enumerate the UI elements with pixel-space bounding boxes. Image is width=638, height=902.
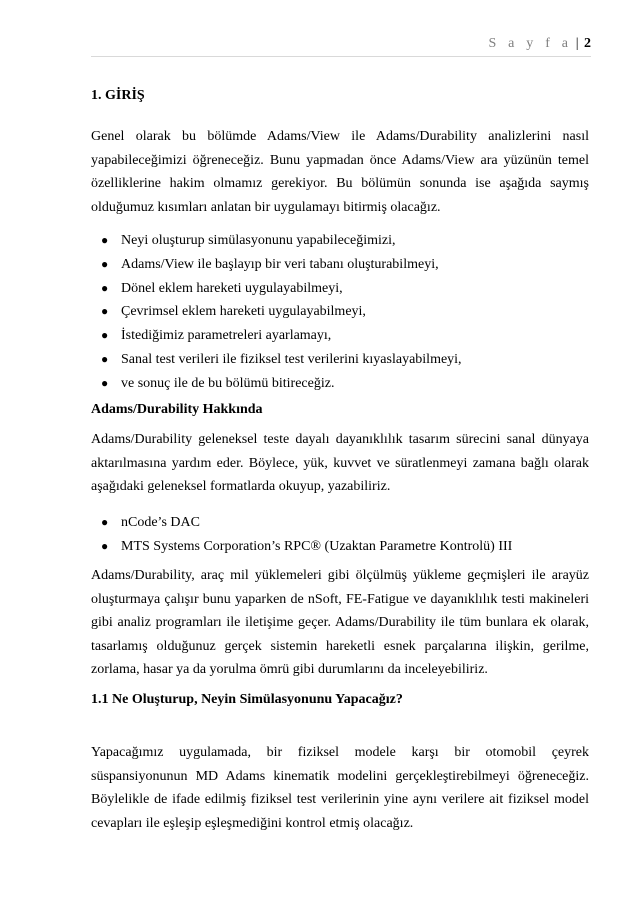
list-item: ● İstediğimiz parametreleri ayarlamayı,: [91, 324, 589, 348]
formats-list: [91, 511, 589, 559]
bullet-icon: ●: [101, 304, 109, 319]
bullet-icon: ●: [101, 256, 109, 271]
goals-list: [91, 229, 589, 396]
durability-paragraph: Adams/Durability, araç mil yüklemeleri gibi ölçülmüş yükleme geçmişleri ile arayüz oluşturmaya çalışır bunu yaparken de nSoft, FE-Fatigue ve dayanıklılık testi makineleri gibi analiz programları ile iletişime geçer. Adams/Durability ile tüm bunlara ek olarak, tasarlamış olduğunuz gerçek sistemin hareketli esnek parçalarına ilişkin, gerilme, zorlama, hasar ya da yorulma ömrü gibi durumlarını da inceleyebiliriz.: [91, 568, 589, 677]
bullet-icon: ●: [101, 375, 109, 390]
about-paragraph: Adams/Durability geleneksel teste dayalı dayanıklılık tasarım sürecini sanal dünyaya aktarılmasına yardım eder. Böylece, yük, kuvvet ve süratlenmeyi zamana bağlı olarak aşağıdaki geleneksel formatlarda okuyup, yazabiliriz.: [91, 432, 589, 494]
bullet-icon: ●: [101, 328, 109, 343]
page-header: [489, 36, 592, 52]
list-item: ● Dönel eklem hareketi uygulayabilmeyi,: [91, 277, 589, 301]
bullet-icon: ●: [101, 351, 109, 366]
list-item: ● Adams/View ile başlayıp bir veri tabanı oluşturabilmeyi,: [91, 253, 589, 277]
list-item: ● Neyi oluşturup simülasyonunu yapabileceğimizi,: [91, 229, 589, 253]
about-heading: Adams/Durability Hakkında: [91, 402, 263, 417]
final-paragraph: Yapacağımız uygulamada, bir fiziksel modele karşı bir otomobil çeyrek süspansiyonunun MD Adams kinematik modelini gerçekleştirebilmeyi öğreneceğiz. Böylelikle de ifade edilmiş fiziksel test verilerinin yine aynı verilere ait fiziksel model cevapları ile eşleşip eşleşmediğini kontrol etmiş olacağız.: [91, 745, 589, 831]
bullet-icon: ●: [101, 538, 109, 553]
header-separator: |: [575, 36, 579, 51]
header-divider: [91, 56, 591, 57]
list-item: ● MTS Systems Corporation’s RPC® (Uzaktan Parametre Kontrolü) III: [91, 535, 589, 559]
list-item: ● nCode’s DAC: [91, 511, 589, 535]
intro-paragraph: Genel olarak bu bölümde Adams/View ile Adams/Durability analizlerini nasıl yapabileceğimizi öğreneceğiz. Bunu yapmadan önce Adams/View ara yüzünün temel özelliklerine hakim olmamız gerekiyor. Bu bölümün sonunda ise aşağıda saymış olduğumuz kısımları anlatan bir uygulamayı bitirmiş olacağız.: [91, 129, 589, 215]
section-title: 1. GİRİŞ: [91, 88, 145, 103]
list-item: ● Çevrimsel eklem hareketi uygulayabilmeyi,: [91, 300, 589, 324]
bullet-icon: ●: [101, 233, 109, 247]
subsection-title: 1.1 Ne Oluşturup, Neyin Simülasyonunu Yapacağız?: [91, 692, 403, 707]
page-label: S a y f a: [488, 36, 573, 51]
list-item: ● ve sonuç ile de bu bölümü bitireceğiz.: [91, 372, 589, 396]
bullet-icon: ●: [101, 280, 109, 295]
bullet-icon: ●: [101, 515, 109, 529]
page-number: 2: [584, 36, 591, 51]
list-item: ● Sanal test verileri ile fiziksel test verilerini kıyaslayabilmeyi,: [91, 348, 589, 372]
